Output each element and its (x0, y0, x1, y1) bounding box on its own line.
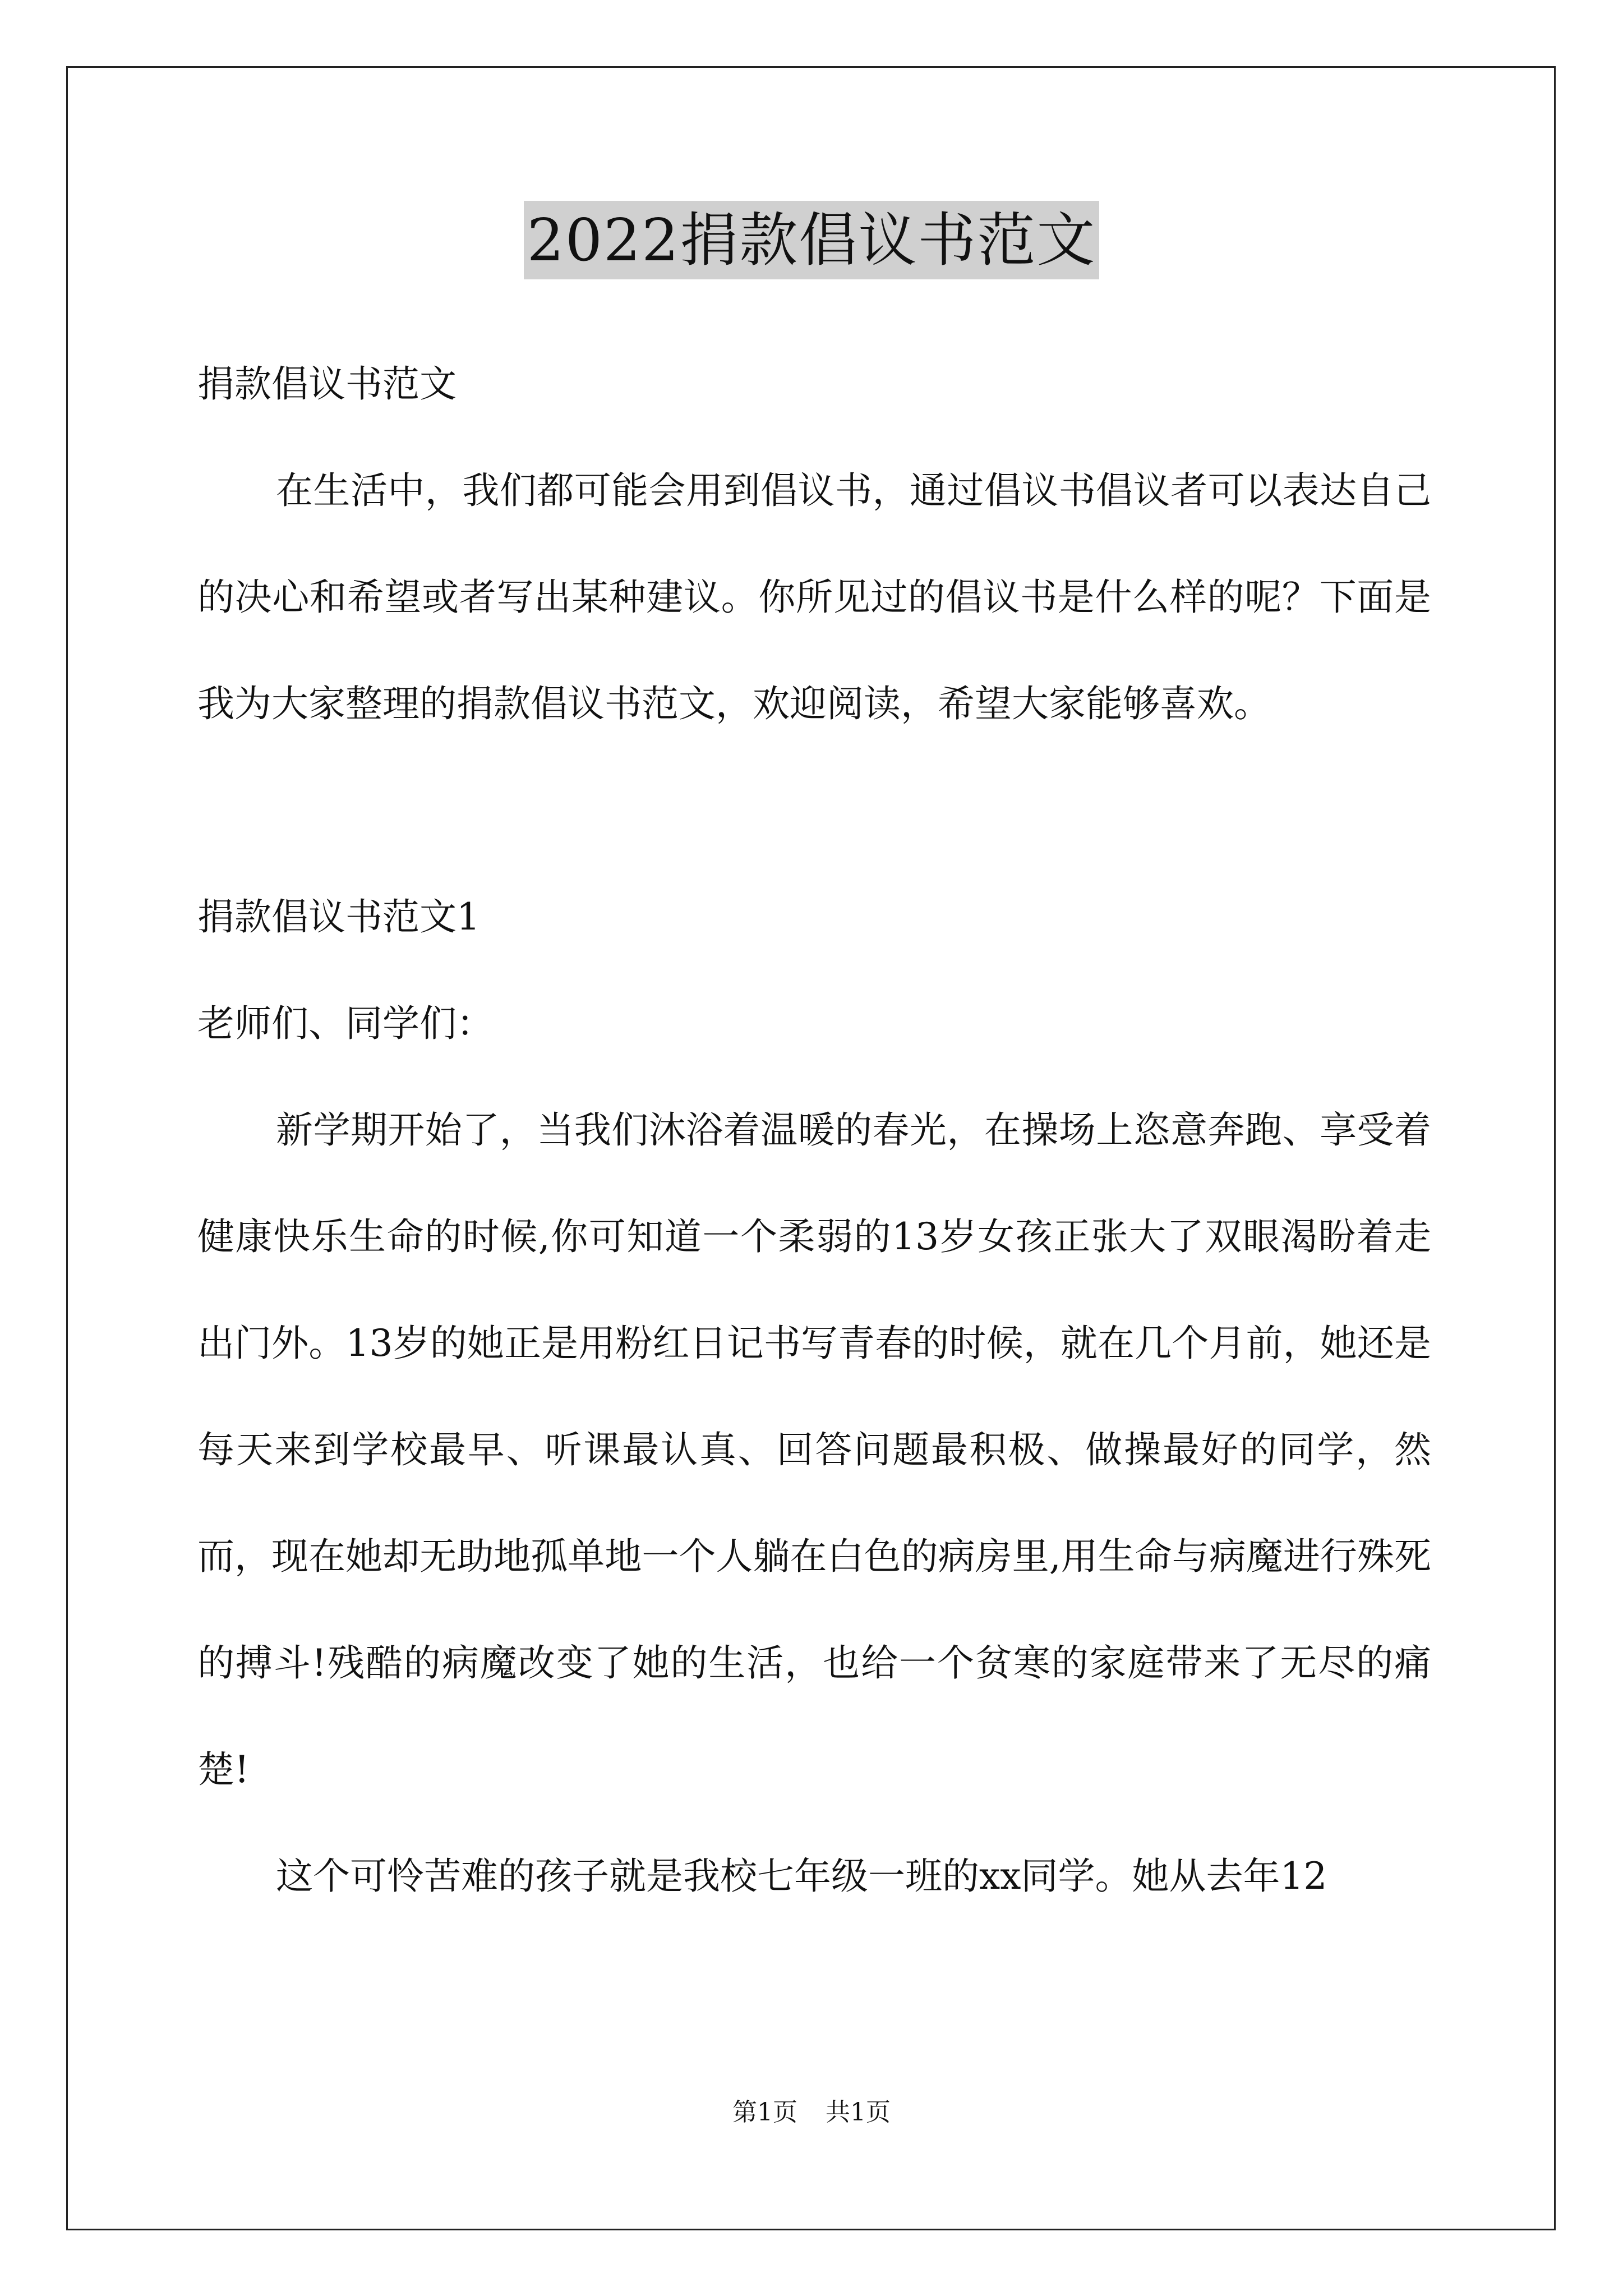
page-total: 共1页 (826, 2098, 891, 2127)
intro-paragraph: 在生活中，我们都可能会用到倡议书，通过倡议书倡议者可以表达自己的决心和希望或者写出某种建议。你所见过的倡议书是什么样的呢？下面是我为大家整理的捐款倡议书范文，欢迎阅读，希望大家能够喜欢。 (197, 469, 1431, 725)
body-paragraph: 新学期开始了，当我们沐浴着温暖的春光，在操场上恣意奔跑、享受着健康快乐生命的时候,你可知道一个柔弱的13岁女孩正张大了双眼渴盼着走出门外。13岁的她正是用粉红日记书写青春的时候，就在几个月前，她还是每天来到学校最早、听课最认真、回答问题最积极、做操最好的同学，然而，现在她却无助地孤单地一个人躺在白色的病房里,用生命与病魔进行殊死的搏斗!残酷的病魔改变了她的生活，也给一个贫寒的家庭带来了无尽的痛楚! (197, 1108, 1431, 1791)
title-area (0, 201, 1623, 279)
document-body (197, 331, 1431, 1930)
document-title: 2022捐款倡议书范文 (524, 201, 1100, 279)
page-number: 第1页 (732, 2098, 797, 2127)
section-heading: 捐款倡议书范文1 (197, 895, 480, 938)
subtitle: 捐款倡议书范文 (197, 362, 457, 406)
salutation: 老师们、同学们： (197, 1002, 494, 1045)
blank-line (197, 757, 1431, 864)
page-footer (0, 2096, 1623, 2129)
body-paragraph: 这个可怜苦难的孩子就是我校七年级一班的xx同学。她从去年12 (276, 1855, 1327, 1898)
